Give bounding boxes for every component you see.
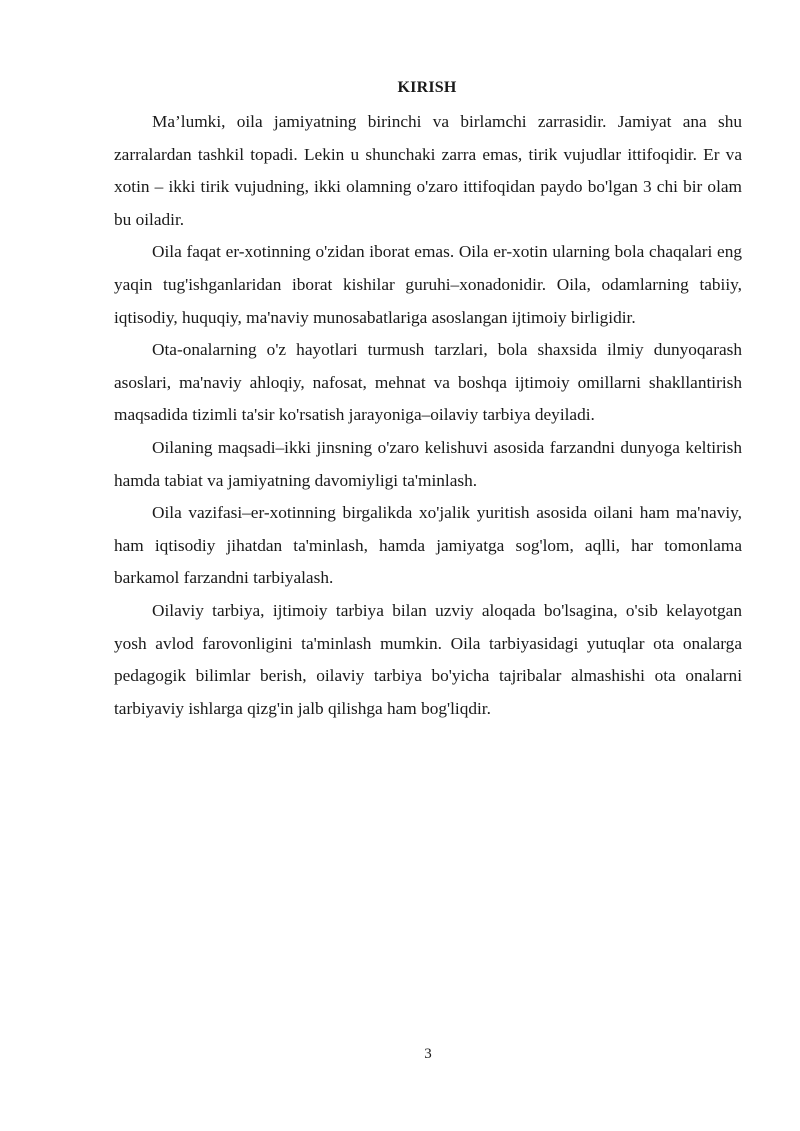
- page-number: 3: [424, 1046, 432, 1062]
- paragraph-4: Oilaning maqsadi–ikki jinsning o'zaro kelishuvi asosida farzandni dunyoga keltirish hamda tabiat va jamiyatning davomiyligi ta'minlash.: [114, 437, 742, 490]
- paragraph-1: Ma’lumki, oila jamiyatning birinchi va birlamchi zarrasidir. Jamiyat ana shu zarralardan tashkil topadi. Lekin u shunchaki zarra emas, tirik vujudlar ittifoqidir. Er va xotin – ikki tirik vujudning, ikki olamning o'zaro ittifoqidan paydo bo'lgan 3 chi bir olam bu oiladir.: [114, 112, 742, 229]
- paragraph-5: Oila vazifasi–er-xotinning birgalikda xo'jalik yuritish asosida oilani ham ma'naviy, ham iqtisodiy jihatdan ta'minlash, hamda jamiyatga sog'lom, aqlli, har tomonlama barkamol farzandni tarbiyalash.: [114, 503, 742, 588]
- paragraph-2: Oila faqat er-xotinning o'zidan iborat emas. Oila er-xotin ularning bola chaqalari eng yaqin tug'ishganlaridan iborat kishilar guruhi–xonadonidir. Oila, odamlarning tabiiy, iqtisodiy, huquqiy, ma'naviy munosabatlariga asoslangan ijtimoiy birligidir.: [114, 242, 742, 327]
- body-text: [114, 106, 742, 725]
- section-title: KIRISH: [397, 79, 457, 96]
- paragraph-6: Oilaviy tarbiya, ijtimoiy tarbiya bilan uzviy aloqada bo'lsagina, o'sib kelayotgan yosh avlod farovonligini ta'minlash mumkin. Oila tarbiyasidagi yutuqlar ota onalarga pedagogik bilimlar berish, oilaviy tarbiya bo'yicha tajribalar almashishi ota onalarni tarbiyaviy ishlarga qizg'in jalb qilishga ham bog'liqdir.: [114, 600, 742, 718]
- paragraph-3: Ota-onalarning o'z hayotlari turmush tarzlari, bola shaxsida ilmiy dunyoqarash asoslari, ma'naviy ahloqiy, nafosat, mehnat va boshqa ijtimoiy omillarni shakllantirish maqsadida tizimli ta'sir ko'rsatish jarayoniga–oilaviy tarbiya deyiladi.: [114, 340, 742, 425]
